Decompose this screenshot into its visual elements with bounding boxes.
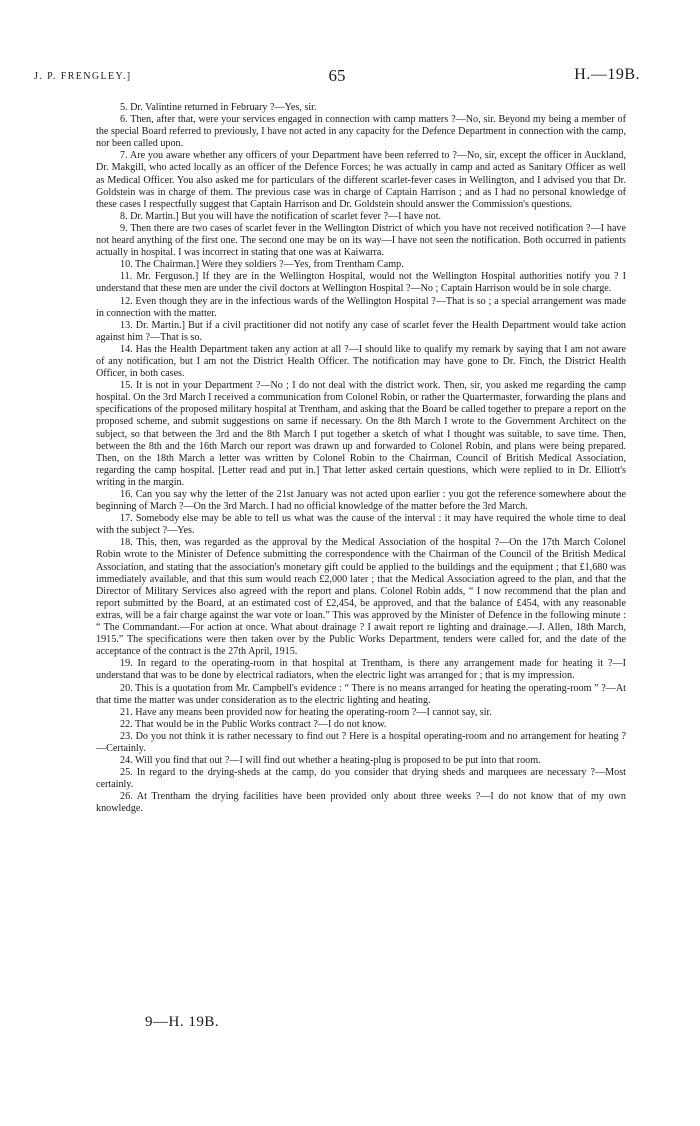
- testimony-paragraph: 25. In regard to the drying-sheds at the camp, do you consider that drying sheds and marquees are necessary ?—Most certainly.: [96, 767, 626, 791]
- testimony-paragraph: 15. It is not in your Department ?—No ; I do not deal with the district work. Then, sir, you asked me regarding the camp hospital. On the 3rd March I received a communication from Colonel Robin, or rather the Quartermaster, forwarding the plans and specifications of the proposed military hospital at Trentham, and asking that the Board be called together to prepare a report on the proposed scheme, and submit suggestions on same if necessary. On the 8th March I wrote to the Government Architect on the subject, so that between the 3rd and the 8th March I put together a sketch of what I thought was suitable, to save time. Then, between the 8th and the 16th March our report was drawn up and forwarded to Colonel Robin, and plans were being prepared. Then, on the 18th March a letter was written by Colonel Robin to the Chairman, Council of British Medical Association, regarding the camp hospital. [Letter read and put in.] That letter asked certain questions, which were replied to in Dr. Elliott's writing in the margin.: [96, 380, 626, 488]
- testimony-paragraph: 19. In regard to the operating-room in that hospital at Trentham, is there any arrangement made for heating it ?—I understand that was to be done by electrical radiators, when the electric light was arranged for ; that is my impression.: [96, 658, 626, 682]
- testimony-paragraph: 14. Has the Health Department taken any action at all ?—I should like to qualify my remark by saying that I am not aware of any notification, but I am not the District Health Officer. The notification may have gone to Dr. Finch, the District Health Officer, in both cases.: [96, 343, 626, 380]
- testimony-paragraph: 23. Do you not think it is rather necessary to find out ? Here is a hospital operating-room and no arrangement for heating ?—Certainly.: [96, 730, 626, 754]
- testimony-paragraph: 21. Have any means been provided now for heating the operating-room ?—I cannot say, sir.: [120, 706, 492, 718]
- paper-reference: H.—19B.: [574, 66, 640, 83]
- testimony-paragraph: 24. Will you find that out ?—I will find out whether a heating-plug is proposed to be put into that room.: [120, 755, 541, 767]
- testimony-paragraph: 20. This is a quotation from Mr. Campbell's evidence : “ There is no means arranged for heating the operating-room ” ?—At that time the matter was under consideration as to the electric lighting and heating.: [96, 682, 626, 706]
- evidence-text: [96, 102, 626, 816]
- testimony-paragraph: 22. That would be in the Public Works contract ?—I do not know.: [120, 718, 387, 730]
- testimony-paragraph: 13. Dr. Martin.] But if a civil practitioner did not notify any case of scarlet fever the Health Department would take action against him ?—That is so.: [96, 319, 626, 343]
- testimony-paragraph: 5. Dr. Valintine returned in February ?—Yes, sir.: [120, 102, 317, 113]
- testimony-paragraph: 18. This, then, was regarded as the approval by the Medical Association of the hospital ?—On the 17th March Colonel Robin wrote to the Minister of Defence submitting the correspondence with the Chairman of the Council of the British Medical Association, and stating that the association's monetary gift could be applied to the buildings and the equipment ; that £1,680 was immediately available, and that this sum would reach £2,000 later ; that the Medical Association agreed to the plan, and that the Director of Military Services also agreed with the report and plans. Colonel Robin adds, “ I now recommend that the plan and report submitted by the Board, at an estimated cost of £2,454, be approved, and that the balance of £454, with any reasonable extras, will be a fair charge against the war vote or loan.” This was approved by the Minister of Defence in the following minute : “ The Commandant.—For action at once. What about drainage ? I await report re lighting and drainage.—J. Allen, 18th March, 1915.” The specifications were then taken over by the Public Works Department, tenders were called for, and the date of the acceptance of the contract is the 27th April, 1915.: [96, 537, 626, 658]
- page-number: 65: [328, 66, 346, 85]
- page-header: [34, 66, 640, 88]
- testimony-paragraph: 16. Can you say why the letter of the 21st January was not acted upon earlier : you got the reference somewhere about the beginning of March ?—On the 3rd March. I had no official knowledge of the matter before the 3rd March.: [96, 489, 626, 513]
- testimony-paragraph: 7. Are you aware whether any officers of your Department have been referred to ?—No, sir, except the officer in Auckland, Dr. Makgill, who acted locally as an officer of the Defence Forces; he was actually in camp and acted as Sanitary Officer as well as Medical Officer. You also asked me for particulars of the different scarlet-fever cases in Wellington, and I advised you that Dr. Goldstein was in charge of them. The previous case was in charge of Captain Harrison ; and as I had no personal knowledge of these cases I respectfully suggest that Captain Harrison and Dr. Goldstein should answer the Commission's questions.: [96, 150, 626, 210]
- testimony-paragraph: 11. Mr. Ferguson.] If they are in the Wellington Hospital, would not the Wellington Hospital authorities notify you ? I understand that these men are under the civil doctors at Wellington Hospital ?—No ; Captain Harrison would be in sole charge.: [96, 271, 626, 295]
- signature-mark: 9—H. 19B.: [145, 1014, 220, 1030]
- testimony-paragraph: 10. The Chairman.] Were they soldiers ?—Yes, from Trentham Camp.: [120, 259, 404, 271]
- testimony-paragraph: 26. At Trentham the drying facilities have been provided only about three weeks ?—I do not know that of my own knowledge.: [96, 791, 626, 815]
- testimony-paragraph: 9. Then there are two cases of scarlet fever in the Wellington District of which you have not received notification ?—I have not heard anything of the first one. The second one may be on its way—I have not seen the notification. Both occurred in patients actually in hospital. I was incorrect in stating that one was at Kaiwarra.: [96, 222, 626, 259]
- testimony-paragraph: 12. Even though they are in the infectious wards of the Wellington Hospital ?—That is so ; a special arrangement was made in connection with the matter.: [96, 295, 626, 319]
- testimony-paragraph: 17. Somebody else may be able to tell us what was the cause of the interval : it may have required the whole time to deal with the subject ?—Yes.: [96, 513, 626, 537]
- testimony-paragraph: 6. Then, after that, were your services engaged in connection with camp matters ?—No, sir. Beyond my being a member of the special Board referred to previously, I have not acted in any capacity for the Defence Department in connection with the camp, nor been called upon.: [96, 114, 626, 150]
- testimony-paragraph: 8. Dr. Martin.] But you will have the notification of scarlet fever ?—I have not.: [120, 210, 442, 222]
- witness-name: J. P. FRENGLEY.]: [34, 71, 132, 82]
